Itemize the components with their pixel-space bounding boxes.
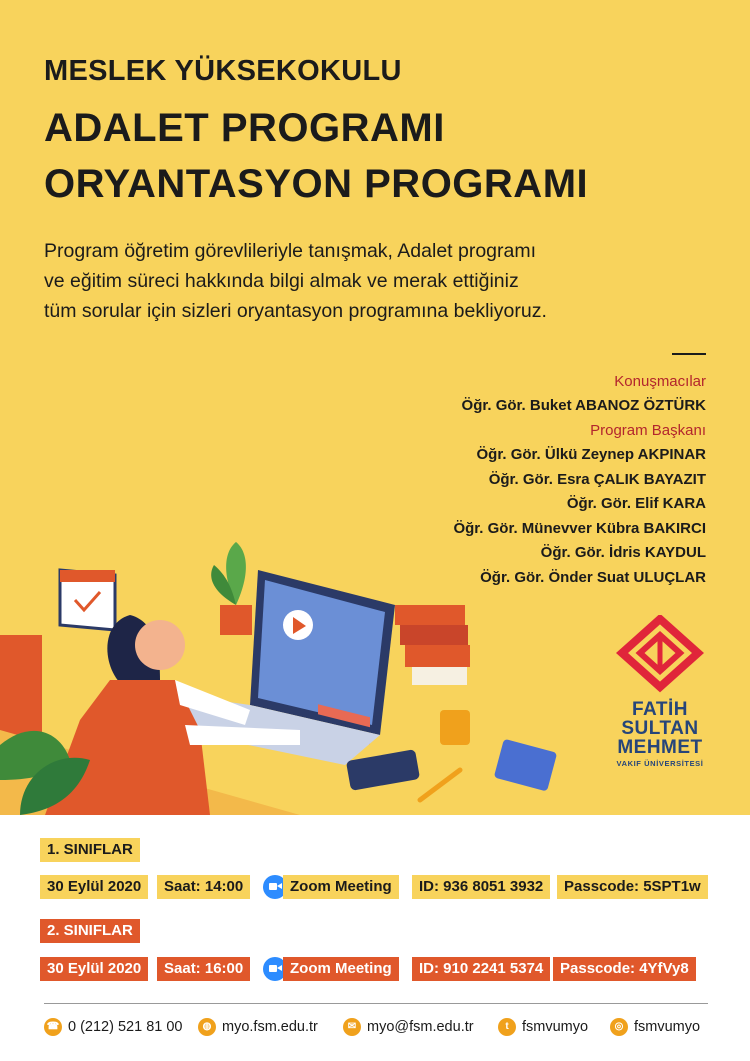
- speaker-name: Öğr. Gör. Buket ABANOZ ÖZTÜRK: [461, 397, 706, 414]
- speakers-heading: Konuşmacılar: [614, 372, 706, 390]
- twitter-handle: fsmvumyo: [522, 1019, 589, 1035]
- fsm-emblem-icon: [600, 615, 720, 695]
- logo-text: SULTAN: [621, 718, 699, 739]
- pencil: [420, 770, 460, 800]
- divider: [672, 353, 706, 355]
- speaker-name: Öğr. Gör. Elif KARA: [566, 495, 706, 512]
- calculator: [494, 739, 557, 792]
- zoom-meeting-link[interactable]: Zoom Meeting: [283, 875, 399, 899]
- contact-email[interactable]: [343, 1016, 474, 1038]
- instagram-icon: ◎: [610, 1018, 628, 1036]
- logo-text: FATİH: [632, 699, 688, 720]
- phone-number: 0 (212) 521 81 00: [68, 1019, 183, 1035]
- school-name: MESLEK YÜKSEKOKULU: [44, 55, 402, 87]
- program-title: ADALET PROGRAMI: [44, 106, 445, 150]
- mail-icon: ✉: [343, 1018, 361, 1036]
- contact-phone[interactable]: [44, 1016, 182, 1038]
- intro-line: tüm sorular için sizleri oryantasyon programına bekliyoruz.: [44, 300, 547, 322]
- speaker-name: Öğr. Gör. Esra ÇALIK BAYAZIT: [488, 470, 706, 488]
- phone-icon: ☎: [44, 1018, 62, 1036]
- session-info: [0, 815, 750, 1061]
- intro-line: Program öğretim görevlileriyle tanışmak, Adalet programı: [44, 240, 537, 262]
- speaker-role: Program Başkanı: [590, 421, 706, 439]
- email-address: myo@fsm.edu.tr: [367, 1019, 474, 1035]
- website-url: myo.fsm.edu.tr: [222, 1019, 318, 1035]
- meeting-id: ID: 910 2241 5374: [412, 957, 550, 981]
- meeting-id: ID: 936 8051 3932: [412, 875, 550, 899]
- book: [400, 625, 468, 645]
- meeting-passcode: Passcode: 4YfVy8: [553, 957, 696, 981]
- speaker-name: Öğr. Gör. İdris KAYDUL: [540, 544, 706, 561]
- intro-line: ve eğitim süreci hakkında bilgi almak ve merak ettiğiniz: [44, 270, 519, 292]
- meeting-passcode: Passcode: 5SPT1w: [557, 875, 708, 899]
- illustration: [0, 530, 560, 815]
- instagram-handle: fsmvumyo: [634, 1019, 701, 1035]
- university-logo: [600, 615, 720, 768]
- footer-divider: [44, 1003, 708, 1004]
- session-time: Saat: 14:00: [157, 875, 250, 899]
- plant-pot: [220, 605, 252, 635]
- contact-website[interactable]: [198, 1016, 318, 1038]
- person-face: [135, 620, 185, 670]
- speaker-name: Öğr. Gör. Önder Suat ULUÇLAR: [480, 568, 706, 586]
- speaker-name: Öğr. Gör. Ülkü Zeynep AKPINAR: [476, 446, 706, 463]
- tablet: [346, 749, 420, 791]
- logo-text: MEHMET: [617, 737, 703, 758]
- contact-instagram[interactable]: [610, 1016, 700, 1038]
- twitter-icon: t: [498, 1018, 516, 1036]
- session-group-label: 1. SINIFLAR: [40, 838, 140, 862]
- speaker-name: Öğr. Gör. Münevver Kübra BAKIRCI: [453, 519, 706, 537]
- intro-text: [44, 236, 684, 326]
- zoom-meeting-link[interactable]: Zoom Meeting: [283, 957, 399, 981]
- session-group-label: 2. SINIFLAR: [40, 919, 140, 943]
- session-time: Saat: 16:00: [157, 957, 250, 981]
- book-pages: [412, 667, 467, 685]
- contact-twitter[interactable]: [498, 1016, 588, 1038]
- coffee-mug: [440, 710, 470, 745]
- calendar-header: [60, 570, 115, 582]
- book: [395, 605, 465, 625]
- globe-icon: ◍: [198, 1018, 216, 1036]
- session-date: 30 Eylül 2020: [40, 957, 148, 981]
- event-title: ORYANTASYON PROGRAMI: [44, 162, 589, 206]
- book: [405, 645, 470, 667]
- logo-subtext: VAKIF ÜNİVERSİTESİ: [616, 759, 704, 768]
- session-date: 30 Eylül 2020: [40, 875, 148, 899]
